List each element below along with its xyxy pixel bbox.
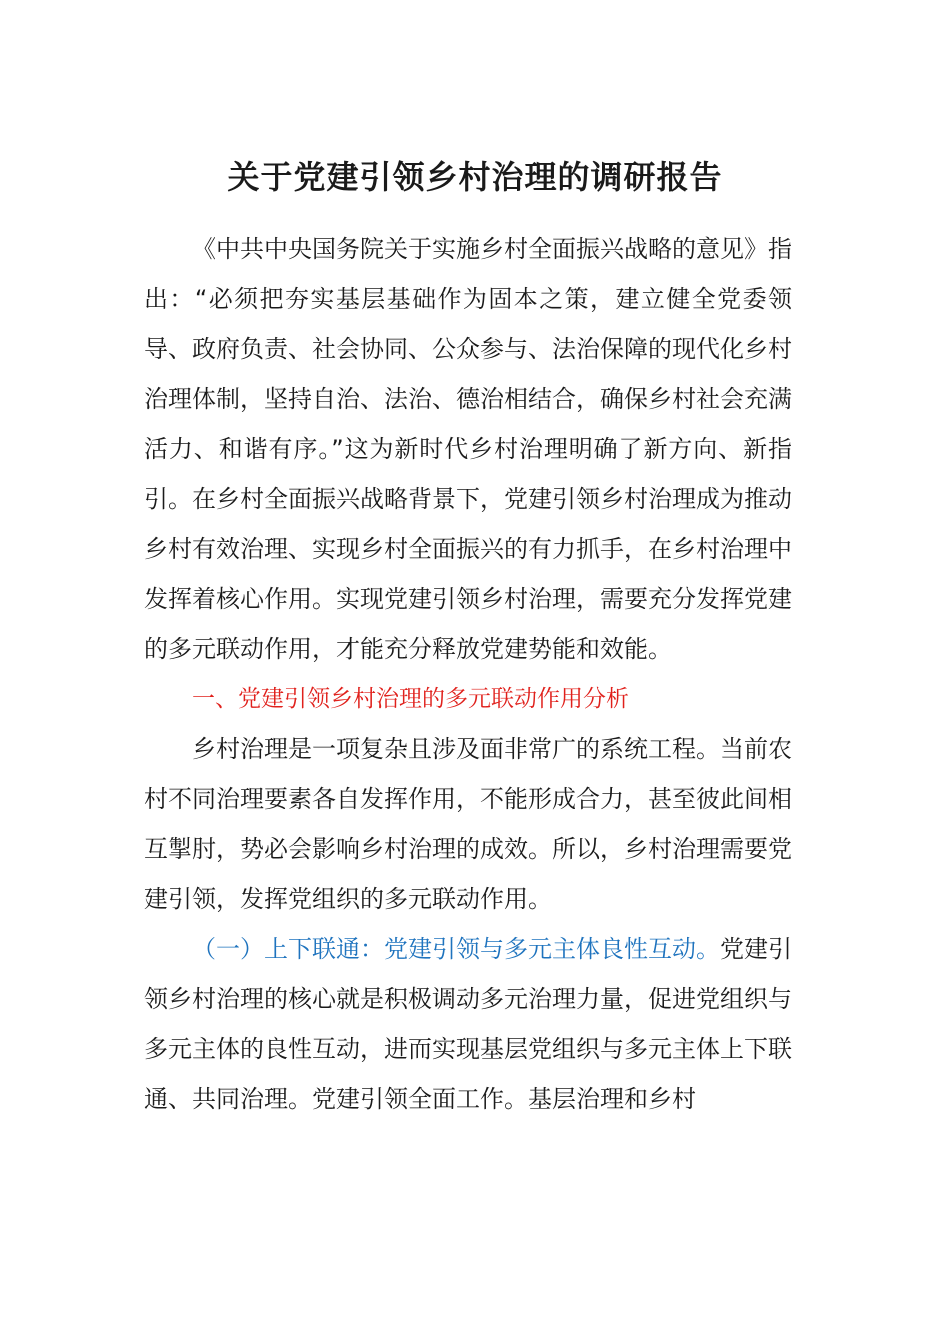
paragraph-section-1: 乡村治理是一项复杂且涉及面非常广的系统工程。当前农村不同治理要素各自发挥作用，不能形成合力，甚至彼此间相互掣肘，势必会影响乡村治理的成效。所以，乡村治理需要党建引领，发挥党组织的多元联动作用。 <box>144 735 792 913</box>
section-heading-1: 一、党建引领乡村治理的多元联动作用分析 <box>192 686 629 712</box>
subsection-1-text: 党建引领乡村治理的核心就是积极调动多元治理力量，促进党组织与多元主体的良性互动，进而实现基层党组织与多元主体上下联通、共同治理。党建引领全面工作。基层治理和乡村 <box>144 935 792 1113</box>
document-body <box>144 224 792 1124</box>
subsection-heading-1: （一）上下联通：党建引领与多元主体良性互动。 <box>192 935 720 963</box>
paragraph-subsection-1 <box>144 924 792 1124</box>
paragraph-intro: 《中共中央国务院关于实施乡村全面振兴战略的意见》指出：“必须把夯实基层基础作为固本之策，建立健全党委领导、政府负责、社会协同、公众参与、法治保障的现代化乡村治理体制，坚持自治、法治、德治相结合，确保乡村社会充满活力、和谐有序。”这为新时代乡村治理明确了新方向、新指引。在乡村全面振兴战略背景下，党建引领乡村治理成为推动乡村有效治理、实现乡村全面振兴的有力抓手，在乡村治理中发挥着核心作用。实现党建引领乡村治理，需要充分发挥党建的多元联动作用，才能充分释放党建势能和效能。 <box>144 235 792 663</box>
document-title: 关于党建引领乡村治理的调研报告 <box>227 158 723 196</box>
